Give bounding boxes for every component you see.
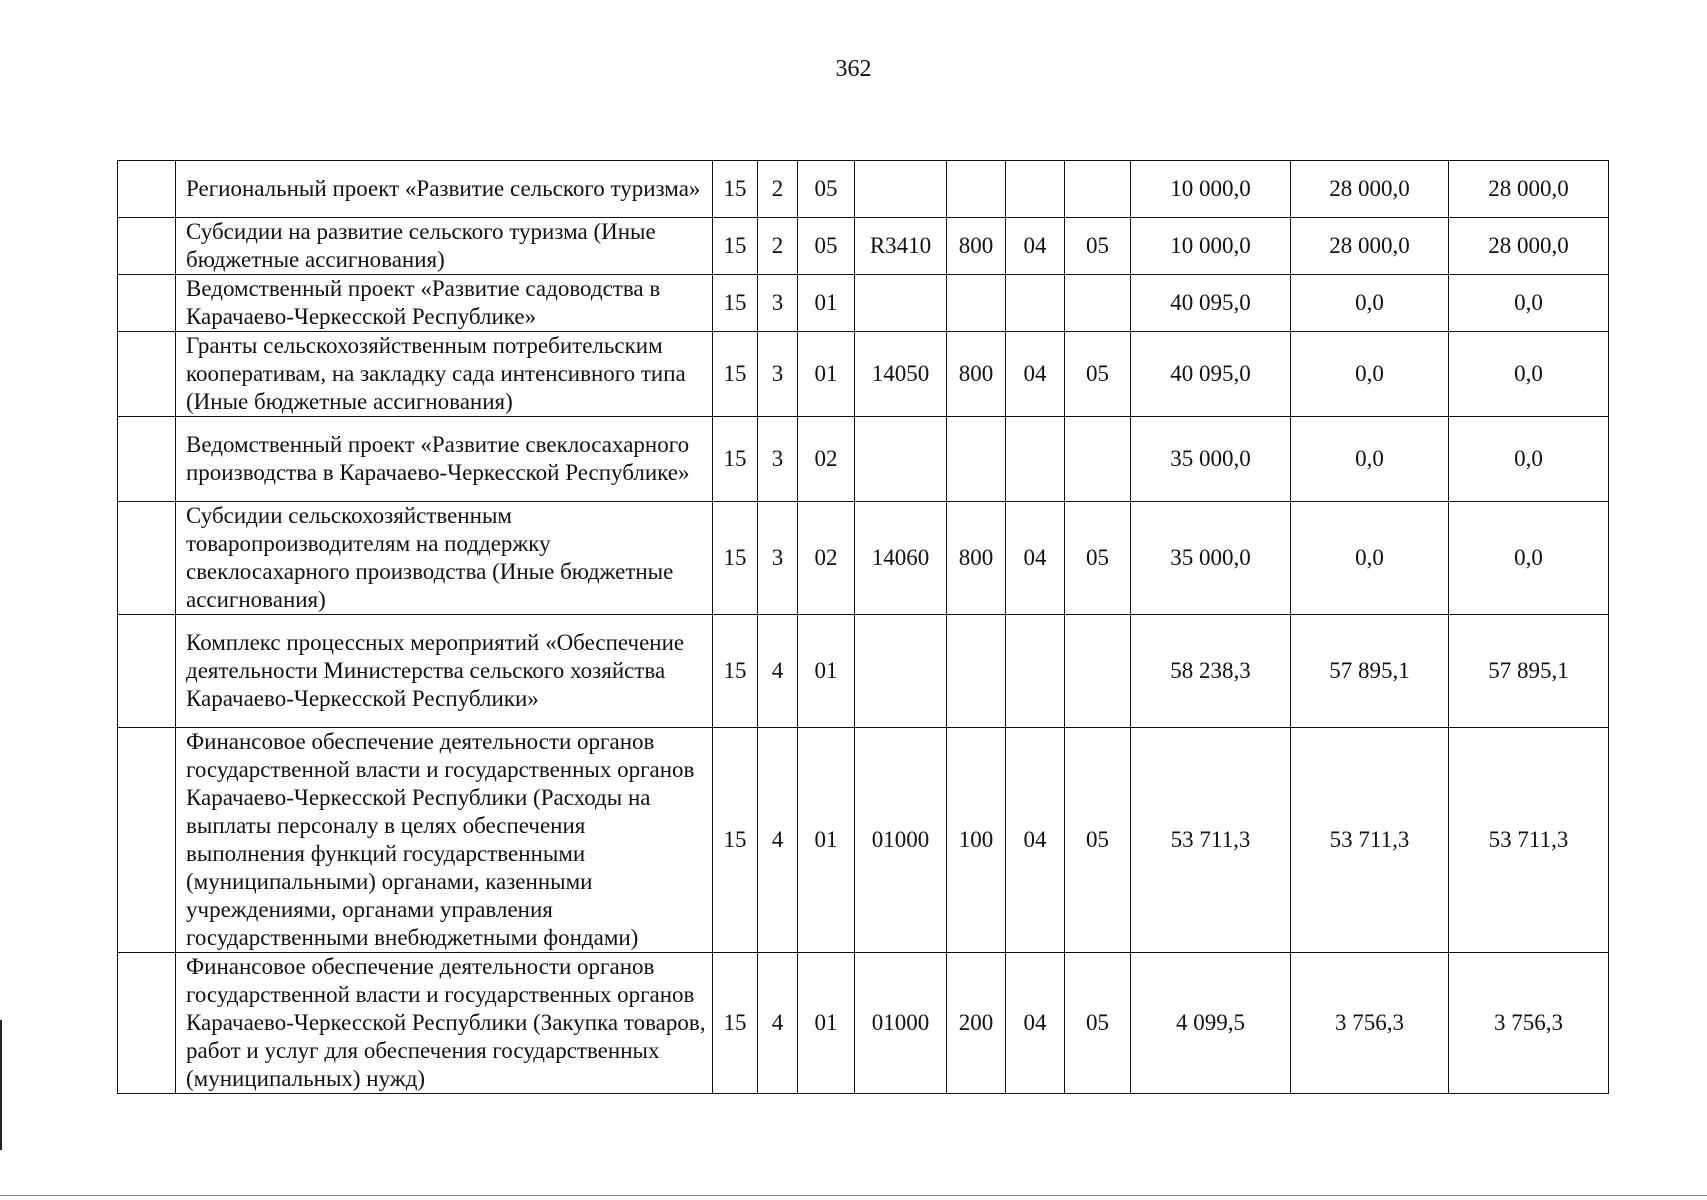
table-row bbox=[118, 953, 1609, 1094]
expense-type-cell: 100 bbox=[947, 728, 1006, 953]
code-cell: 15 bbox=[713, 502, 758, 615]
scan-edge-mark bbox=[0, 1020, 2, 1150]
table-row bbox=[118, 161, 1609, 218]
subsection-cell bbox=[1065, 615, 1131, 728]
expense-type-cell bbox=[947, 161, 1006, 218]
code-cell: 4 bbox=[758, 728, 798, 953]
row-number-cell bbox=[118, 332, 176, 417]
amount-year-2: 53 711,3 bbox=[1291, 728, 1449, 953]
target-code-cell: R3410 bbox=[855, 218, 947, 275]
expense-type-cell: 200 bbox=[947, 953, 1006, 1094]
amount-year-3: 28 000,0 bbox=[1449, 161, 1609, 218]
amount-year-1: 35 000,0 bbox=[1131, 502, 1291, 615]
expense-type-cell: 800 bbox=[947, 218, 1006, 275]
amount-year-3: 57 895,1 bbox=[1449, 615, 1609, 728]
target-code-cell bbox=[855, 275, 947, 332]
amount-year-3: 28 000,0 bbox=[1449, 218, 1609, 275]
item-name: Ведомственный проект «Развитие свеклосахарного производства в Карачаево-Черкесской Республике» bbox=[176, 417, 713, 502]
subsection-cell: 05 bbox=[1065, 502, 1131, 615]
subsection-cell: 05 bbox=[1065, 332, 1131, 417]
amount-year-3: 3 756,3 bbox=[1449, 953, 1609, 1094]
amount-year-3: 0,0 bbox=[1449, 332, 1609, 417]
amount-year-1: 10 000,0 bbox=[1131, 218, 1291, 275]
row-number-cell bbox=[118, 502, 176, 615]
code-cell: 01 bbox=[798, 332, 855, 417]
amount-year-1: 58 238,3 bbox=[1131, 615, 1291, 728]
code-cell: 05 bbox=[798, 218, 855, 275]
table-row bbox=[118, 417, 1609, 502]
table-row bbox=[118, 332, 1609, 417]
row-number-cell bbox=[118, 417, 176, 502]
subsection-cell bbox=[1065, 275, 1131, 332]
amount-year-1: 53 711,3 bbox=[1131, 728, 1291, 953]
code-cell: 3 bbox=[758, 502, 798, 615]
target-code-cell bbox=[855, 161, 947, 218]
row-number-cell bbox=[118, 218, 176, 275]
code-cell: 01 bbox=[798, 728, 855, 953]
code-cell: 3 bbox=[758, 332, 798, 417]
code-cell: 15 bbox=[713, 615, 758, 728]
item-name: Ведомственный проект «Развитие садоводства в Карачаево-Черкесской Республике» bbox=[176, 275, 713, 332]
code-cell: 3 bbox=[758, 275, 798, 332]
target-code-cell: 14050 bbox=[855, 332, 947, 417]
row-number-cell bbox=[118, 161, 176, 218]
code-cell: 02 bbox=[798, 417, 855, 502]
amount-year-2: 0,0 bbox=[1291, 502, 1449, 615]
code-cell: 3 bbox=[758, 417, 798, 502]
amount-year-1: 10 000,0 bbox=[1131, 161, 1291, 218]
code-cell: 15 bbox=[713, 953, 758, 1094]
item-name: Комплекс процессных мероприятий «Обеспечение деятельности Министерства сельского хозяйства Карачаево-Черкесской Республики» bbox=[176, 615, 713, 728]
code-cell: 4 bbox=[758, 615, 798, 728]
section-cell bbox=[1006, 615, 1065, 728]
target-code-cell: 14060 bbox=[855, 502, 947, 615]
section-cell: 04 bbox=[1006, 728, 1065, 953]
amount-year-3: 0,0 bbox=[1449, 417, 1609, 502]
amount-year-3: 0,0 bbox=[1449, 502, 1609, 615]
table-row bbox=[118, 275, 1609, 332]
code-cell: 15 bbox=[713, 332, 758, 417]
target-code-cell: 01000 bbox=[855, 728, 947, 953]
code-cell: 02 bbox=[798, 502, 855, 615]
row-number-cell bbox=[118, 615, 176, 728]
item-name: Субсидии сельскохозяйственным товаропроизводителям на поддержку свеклосахарного производства (Иные бюджетные ассигнования) bbox=[176, 502, 713, 615]
amount-year-1: 40 095,0 bbox=[1131, 275, 1291, 332]
expense-type-cell bbox=[947, 417, 1006, 502]
subsection-cell: 05 bbox=[1065, 728, 1131, 953]
item-name: Гранты сельскохозяйственным потребительским кооперативам, на закладку сада интенсивного типа (Иные бюджетные ассигнования) bbox=[176, 332, 713, 417]
table-row bbox=[118, 218, 1609, 275]
budget-table bbox=[117, 160, 1609, 1094]
amount-year-2: 0,0 bbox=[1291, 417, 1449, 502]
code-cell: 4 bbox=[758, 953, 798, 1094]
subsection-cell bbox=[1065, 161, 1131, 218]
amount-year-1: 40 095,0 bbox=[1131, 332, 1291, 417]
code-cell: 15 bbox=[713, 417, 758, 502]
expense-type-cell: 800 bbox=[947, 502, 1006, 615]
row-number-cell bbox=[118, 275, 176, 332]
code-cell: 01 bbox=[798, 953, 855, 1094]
code-cell: 15 bbox=[713, 161, 758, 218]
amount-year-2: 28 000,0 bbox=[1291, 161, 1449, 218]
table-row bbox=[118, 728, 1609, 953]
amount-year-3: 0,0 bbox=[1449, 275, 1609, 332]
section-cell bbox=[1006, 275, 1065, 332]
amount-year-2: 0,0 bbox=[1291, 332, 1449, 417]
item-name: Региональный проект «Развитие сельского туризма» bbox=[176, 161, 713, 218]
section-cell: 04 bbox=[1006, 953, 1065, 1094]
section-cell bbox=[1006, 417, 1065, 502]
subsection-cell bbox=[1065, 417, 1131, 502]
expense-type-cell bbox=[947, 275, 1006, 332]
subsection-cell: 05 bbox=[1065, 218, 1131, 275]
amount-year-2: 3 756,3 bbox=[1291, 953, 1449, 1094]
target-code-cell: 01000 bbox=[855, 953, 947, 1094]
code-cell: 15 bbox=[713, 218, 758, 275]
section-cell: 04 bbox=[1006, 218, 1065, 275]
expense-type-cell: 800 bbox=[947, 332, 1006, 417]
row-number-cell bbox=[118, 728, 176, 953]
amount-year-1: 4 099,5 bbox=[1131, 953, 1291, 1094]
target-code-cell bbox=[855, 417, 947, 502]
code-cell: 2 bbox=[758, 218, 798, 275]
code-cell: 15 bbox=[713, 728, 758, 953]
table-row bbox=[118, 502, 1609, 615]
subsection-cell: 05 bbox=[1065, 953, 1131, 1094]
amount-year-3: 53 711,3 bbox=[1449, 728, 1609, 953]
code-cell: 01 bbox=[798, 615, 855, 728]
code-cell: 2 bbox=[758, 161, 798, 218]
item-name: Финансовое обеспечение деятельности органов государственной власти и государственных органов Карачаево-Черкесской Республики (Закупка товаров, работ и услуг для обеспечения государственных (муниципальных) нужд) bbox=[176, 953, 713, 1094]
expense-type-cell bbox=[947, 615, 1006, 728]
section-cell bbox=[1006, 161, 1065, 218]
amount-year-2: 57 895,1 bbox=[1291, 615, 1449, 728]
code-cell: 01 bbox=[798, 275, 855, 332]
amount-year-2: 28 000,0 bbox=[1291, 218, 1449, 275]
table-row bbox=[118, 615, 1609, 728]
code-cell: 15 bbox=[713, 275, 758, 332]
amount-year-1: 35 000,0 bbox=[1131, 417, 1291, 502]
scan-bottom-line bbox=[0, 1195, 1707, 1196]
page-number: 362 bbox=[835, 56, 872, 82]
amount-year-2: 0,0 bbox=[1291, 275, 1449, 332]
section-cell: 04 bbox=[1006, 332, 1065, 417]
target-code-cell bbox=[855, 615, 947, 728]
item-name: Субсидии на развитие сельского туризма (Иные бюджетные ассигнования) bbox=[176, 218, 713, 275]
code-cell: 05 bbox=[798, 161, 855, 218]
row-number-cell bbox=[118, 953, 176, 1094]
item-name: Финансовое обеспечение деятельности органов государственной власти и государственных органов Карачаево-Черкесской Республики (Расходы на выплаты персоналу в целях обеспечения выполнения функций государственными (муниципальными) органами, казенными учреждениями, органами управления государственными внебюджетными фондами) bbox=[176, 728, 713, 953]
section-cell: 04 bbox=[1006, 502, 1065, 615]
